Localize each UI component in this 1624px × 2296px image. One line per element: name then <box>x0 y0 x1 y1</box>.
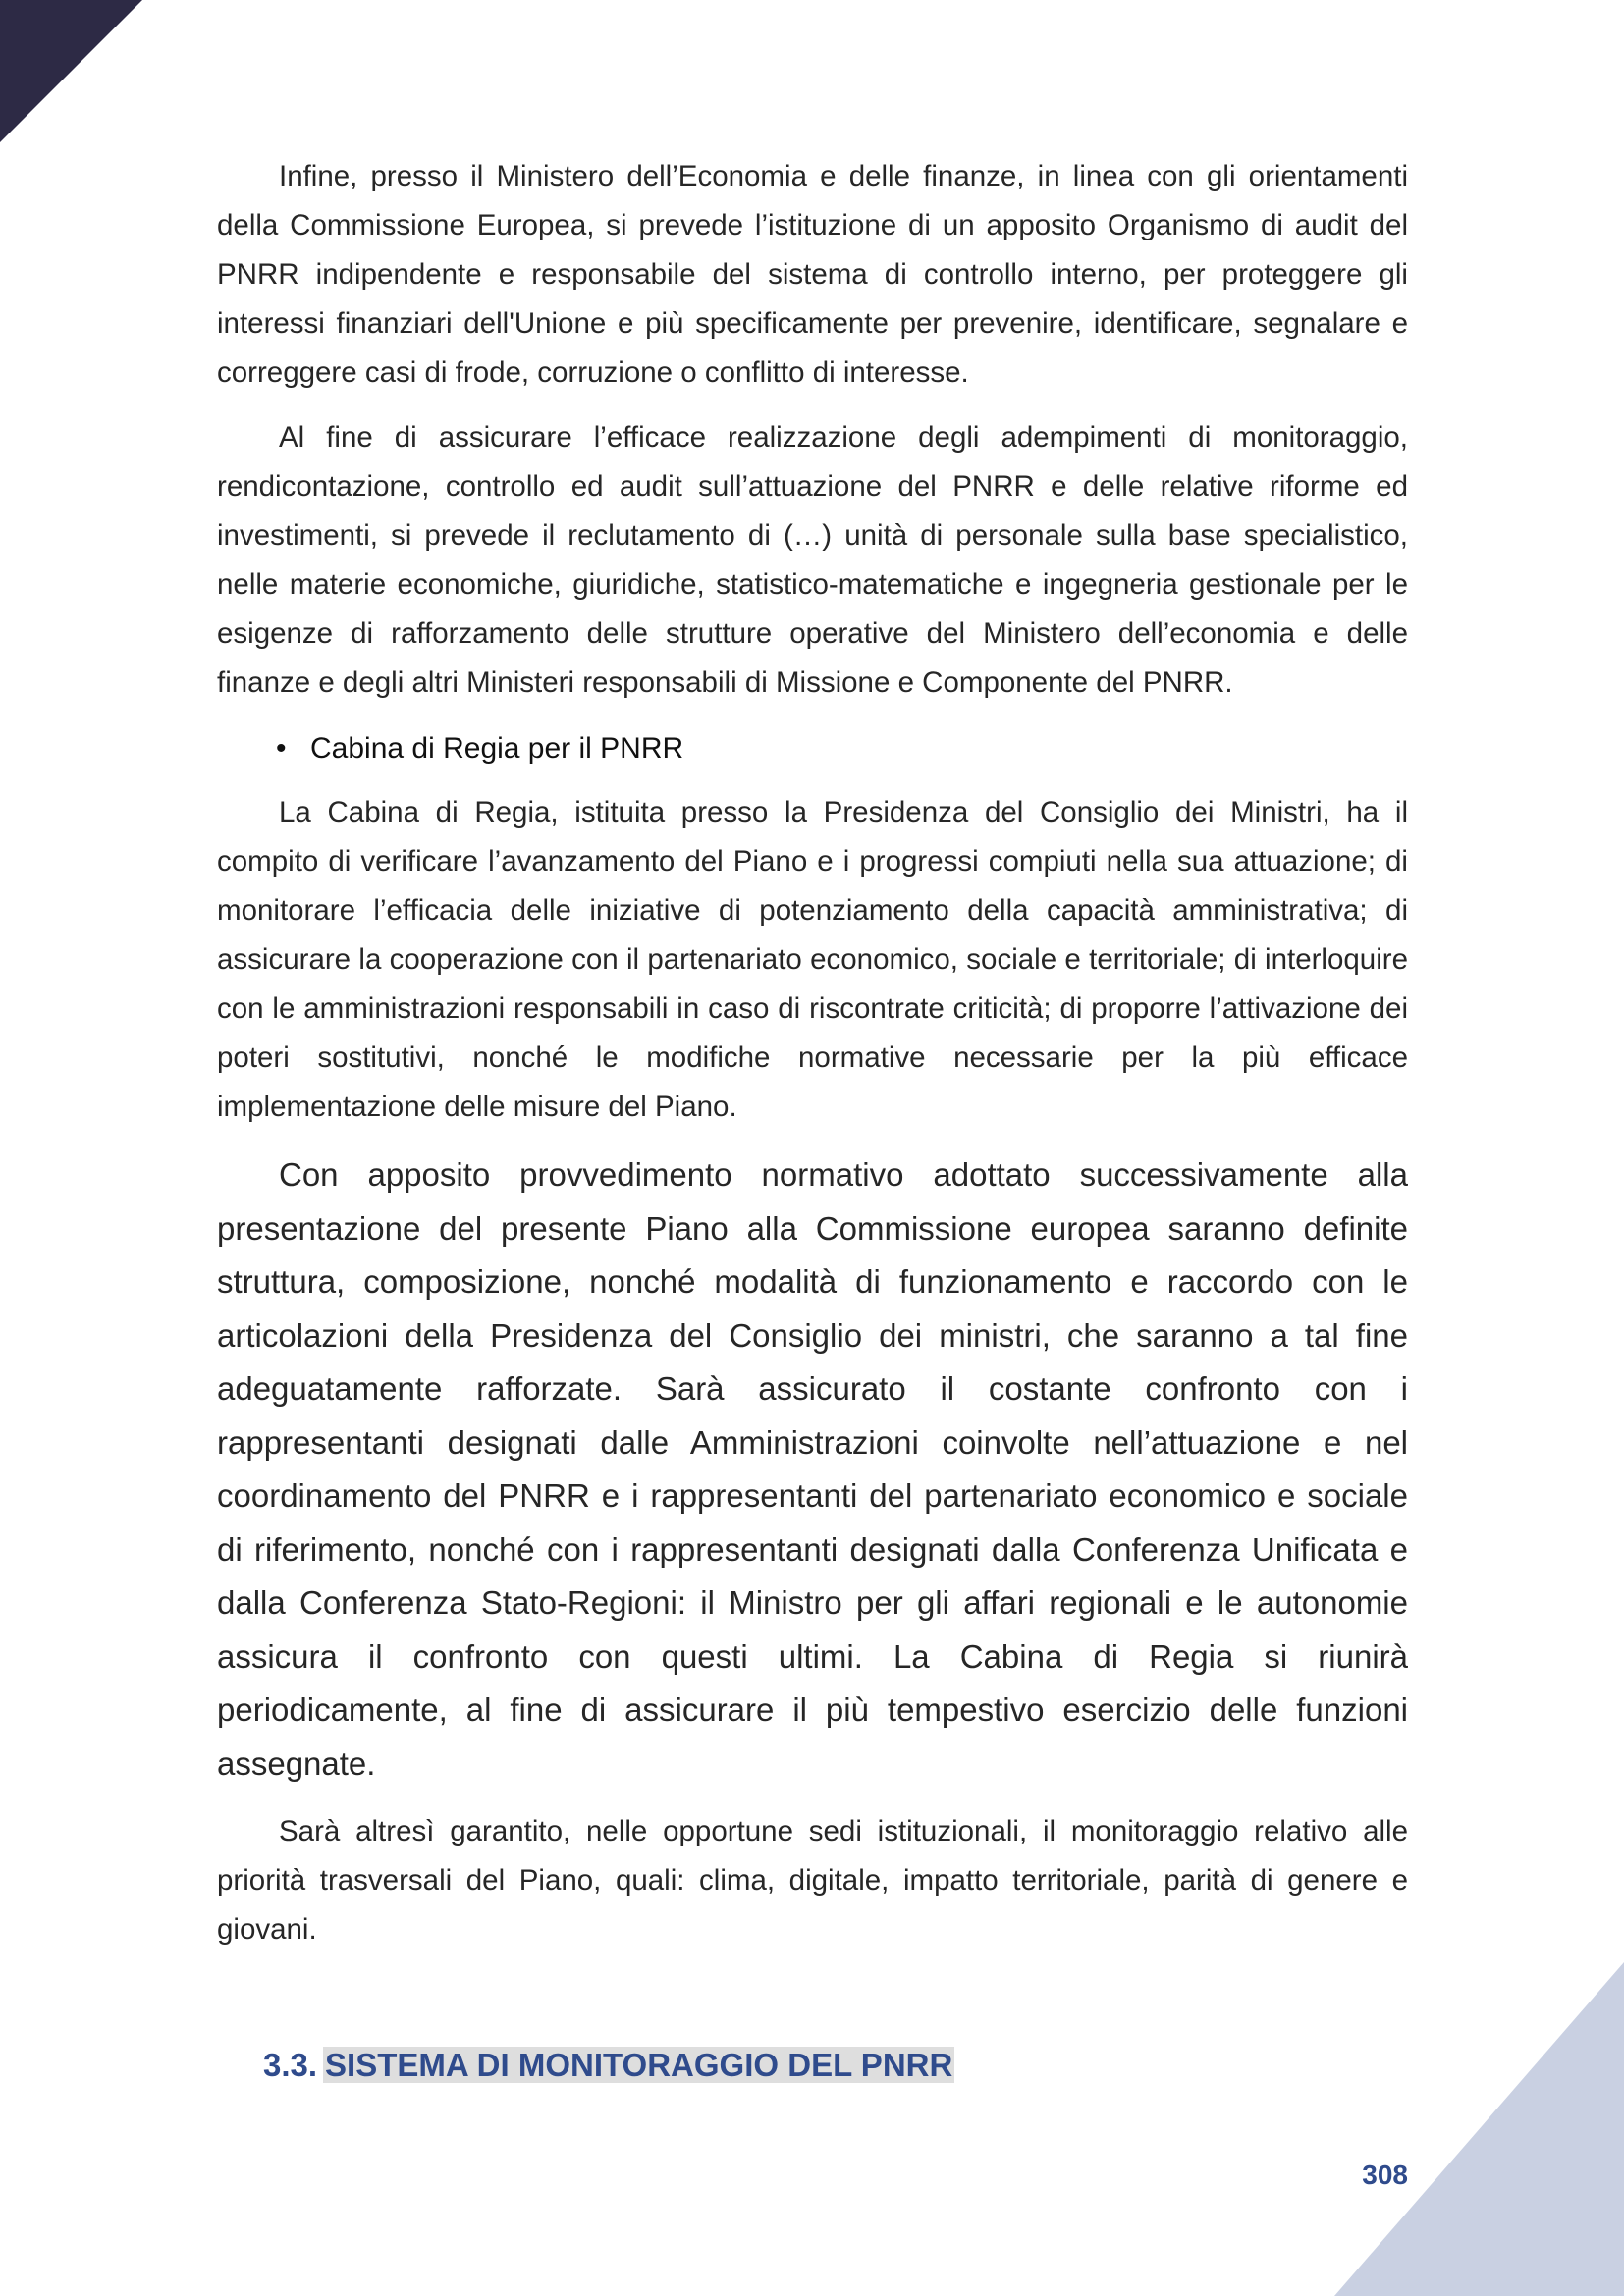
section-title: SISTEMA DI MONITORAGGIO DEL PNRR <box>325 2047 953 2083</box>
paragraph-cabina-role: La Cabina di Regia, istituita presso la Presidenza del Consiglio dei Ministri, ha il compito di verificare l’avanzamento del Piano e i progressi compiuti nella sua attuazione; di monitorare l’efficacia delle iniziative di potenziamento della capacità amministrativa; di assicurare la cooperazione con il partenariato economico, sociale e territoriale; di interloquire con le amministrazioni responsabili in caso di riscontrate criticità; di proporre l’attivazione dei poteri sostitutivi, nonché le modifiche normative necessarie per la più efficace implementazione delle misure del Piano. <box>217 796 1408 1123</box>
paragraph-recruitment: Al fine di assicurare l’efficace realizzazione degli adempimenti di monitoraggio, rendicontazione, controllo ed audit sull’attuazione del PNRR e delle relative riforme ed investimenti, si prevede il reclutamento di (…) unità di personale sulla base specialistico, nelle materie economiche, giuridiche, statistico-matematiche e ingegneria gestionale per le esigenze di rafforzamento delle strutture operative del Ministero dell’economia e delle finanze e degli altri Ministeri responsabili di Missione e Componente del PNRR. <box>217 421 1408 699</box>
paragraph-cabina-structure: Con apposito provvedimento normativo adottato successivamente alla presentazione del presente Piano alla Commissione europea saranno definite struttura, composizione, nonché modalità di funzionamento e raccordo con le articolazioni della Presidenza del Consiglio dei ministri, che saranno a tal fine adeguatamente rafforzate. Sarà assicurato il costante confronto con i rappresentanti designati dalle Amministrazioni coinvolte nell’attuazione e nel coordinamento del PNRR e i rappresentanti del partenariato economico e sociale di riferimento, nonché con i rappresentanti designati dalla Conferenza Unificata e dalla Conferenza Stato-Regioni: il Ministro per gli affari regionali e le autonomie assicura il confronto con questi ultimi. La Cabina di Regia si riunirà periodicamente, al fine di assicurare il più tempestivo esercizio delle funzioni assegnate. <box>217 1156 1408 1782</box>
bullet-heading-cabina <box>276 724 683 774</box>
paragraph-audit-body: Infine, presso il Ministero dell’Economia e delle finanze, in linea con gli orientamenti della Commissione Europea, si prevede l’istituzione di un apposito Organismo di audit del PNRR indipendente e responsabile del sistema di controllo interno, per proteggere gli interessi finanziari dell'Unione e più specificamente per prevenire, identificare, segnalare e correggere casi di frode, corruzione o conflitto di interesse. <box>217 160 1408 389</box>
bullet-icon: • <box>276 732 287 765</box>
paragraph-priorities: Sarà altresì garantito, nelle opportune sedi istituzionali, il monitoraggio relativo alle priorità trasversali del Piano, quali: clima, digitale, impatto territoriale, parità di genere e giovani. <box>217 1815 1408 1946</box>
section-heading <box>263 2044 954 2087</box>
corner-decoration-bottom-right <box>1334 1962 1624 2296</box>
corner-decoration-top-left <box>0 0 142 142</box>
page-number: 308 <box>1362 2160 1408 2190</box>
bullet-label: Cabina di Regia per il PNRR <box>310 732 684 765</box>
section-number: 3.3. <box>263 2047 318 2083</box>
